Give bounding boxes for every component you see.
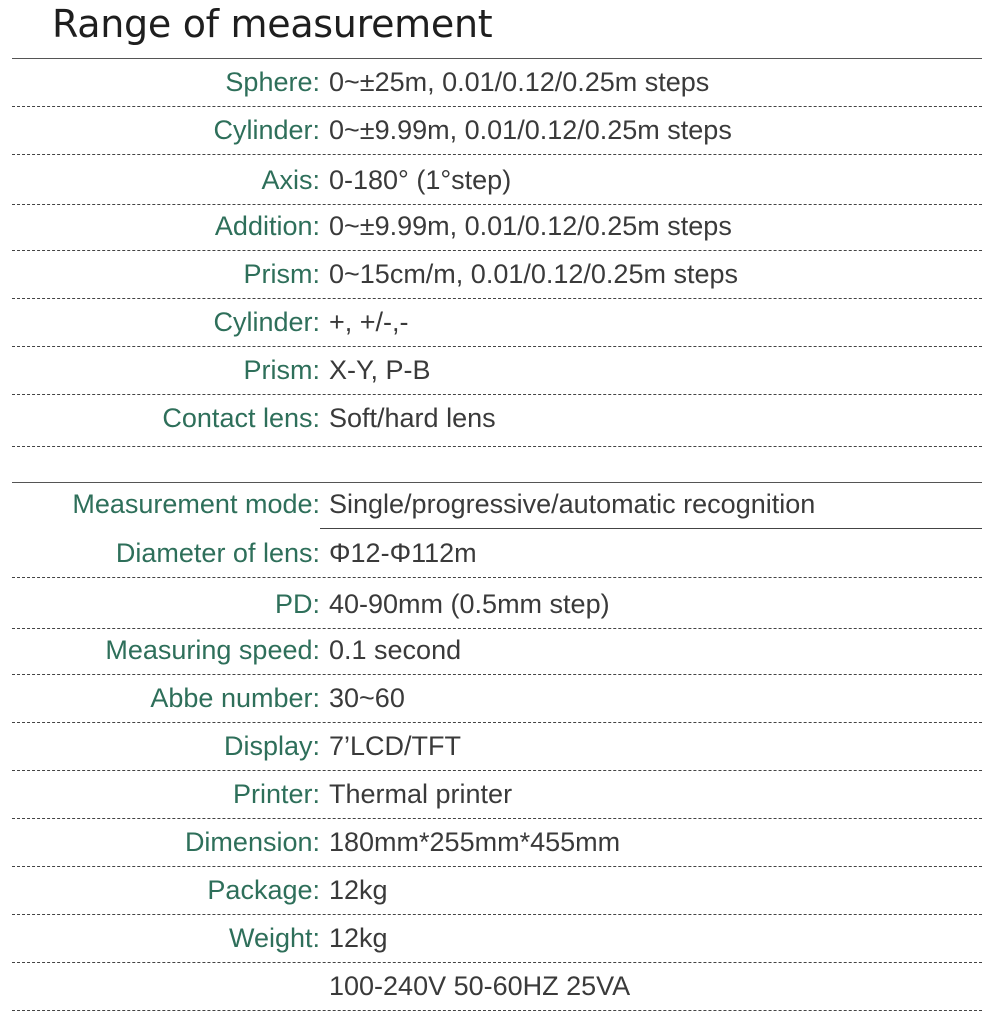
spec-value: 0-180° (1°step) bbox=[329, 165, 512, 195]
spec-value: 0~±9.99m, 0.01/0.12/0.25m steps bbox=[329, 211, 732, 241]
spec-label: Weight: bbox=[228, 923, 320, 953]
spec-value: 0~±9.99m, 0.01/0.12/0.25m steps bbox=[329, 115, 732, 145]
page-title: Range of measurement bbox=[52, 2, 493, 46]
spec-value: 12kg bbox=[329, 923, 388, 953]
spec-value: 12kg bbox=[329, 875, 388, 905]
spec-label: Sphere: bbox=[225, 67, 320, 97]
spec-row-pd bbox=[0, 580, 992, 628]
spec-value: Thermal printer bbox=[329, 779, 513, 809]
spec-value: X-Y, P-B bbox=[329, 355, 431, 385]
spec-row-measurement-mode bbox=[0, 480, 992, 528]
spec-label: PD: bbox=[274, 589, 320, 619]
spec-row-dimension bbox=[0, 818, 992, 866]
spec-row-diameter bbox=[0, 529, 992, 577]
section1-end-divider bbox=[12, 446, 982, 447]
spec-row-abbe-number bbox=[0, 674, 992, 722]
spec-label: Measuring speed: bbox=[105, 635, 320, 665]
spec-value: Φ12-Φ112m bbox=[329, 538, 477, 568]
spec-label: Addition: bbox=[214, 211, 320, 241]
spec-label: Prism: bbox=[243, 259, 320, 289]
spec-label: Dimension: bbox=[184, 827, 320, 857]
spec-row-prism-range bbox=[0, 250, 992, 298]
spec-label: Measurement mode: bbox=[72, 489, 320, 519]
spec-label: Prism: bbox=[243, 355, 320, 385]
spec-label: Contact lens: bbox=[162, 403, 320, 433]
spec-row-power bbox=[0, 962, 992, 1010]
spec-row-display bbox=[0, 722, 992, 770]
spec-label: Axis: bbox=[261, 165, 320, 195]
spec-value: Soft/hard lens bbox=[329, 403, 496, 433]
spec-row-measuring-speed bbox=[0, 626, 992, 674]
spec-row-prism-mode bbox=[0, 346, 992, 394]
spec-value: 40-90mm (0.5mm step) bbox=[329, 589, 610, 619]
spec-row-package bbox=[0, 866, 992, 914]
spec-row-weight bbox=[0, 914, 992, 962]
spec-value: 0.1 second bbox=[329, 635, 462, 665]
spec-value: 7’LCD/TFT bbox=[329, 731, 462, 761]
spec-value: 0~15cm/m, 0.01/0.12/0.25m steps bbox=[329, 259, 738, 289]
spec-row-sphere bbox=[0, 58, 992, 106]
spec-row-cylinder-sign bbox=[0, 298, 992, 346]
spec-label: Printer: bbox=[232, 779, 320, 809]
spec-label: Cylinder: bbox=[213, 115, 320, 145]
spec-label: Cylinder: bbox=[213, 307, 320, 337]
spec-row-axis bbox=[0, 156, 992, 204]
spec-value: 0~±25m, 0.01/0.12/0.25m steps bbox=[329, 67, 710, 97]
spec-value: 180mm*255mm*455mm bbox=[329, 827, 621, 857]
spec-row-printer bbox=[0, 770, 992, 818]
spec-row-cylinder-range bbox=[0, 106, 992, 154]
spec-label: Diameter of lens: bbox=[115, 538, 320, 568]
spec-row-addition bbox=[0, 202, 992, 250]
spec-label: Package: bbox=[207, 875, 320, 905]
spec-value: 100-240V 50-60HZ 25VA bbox=[329, 971, 631, 1001]
spec-label: Abbe number: bbox=[150, 683, 320, 713]
spec-row-contact-lens bbox=[0, 394, 992, 442]
spec-label: Display: bbox=[223, 731, 320, 761]
spec-value: 30~60 bbox=[329, 683, 405, 713]
spec-value: Single/progressive/automatic recognition bbox=[329, 489, 816, 519]
spec-value: +, +/-,- bbox=[329, 307, 409, 337]
